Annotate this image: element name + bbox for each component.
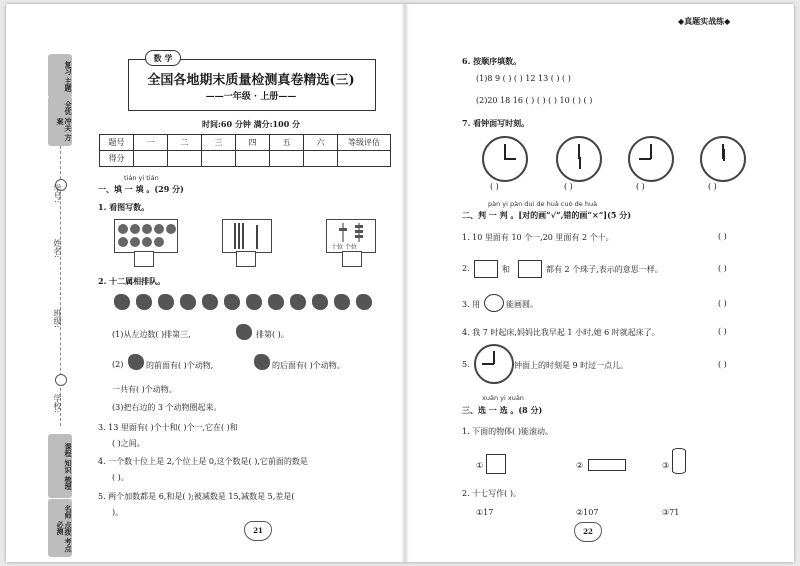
table-cell: 得分 <box>100 151 134 167</box>
question-1: 1. 看图写数。 <box>98 202 150 212</box>
strip-tag: 全优 冲关 方案 <box>48 96 72 146</box>
question-6-1: (1)8 9 ( ) ( ) 12 13 ( ) ( ) <box>476 74 571 83</box>
dragon-icon <box>202 294 218 310</box>
pinyin: pàn yi pàn duì de huà cuò de huà <box>488 200 598 208</box>
clock-icon <box>700 136 746 182</box>
strip-tag: 复习 主题 <box>48 54 72 98</box>
minute-hand <box>579 157 581 169</box>
score-cell[interactable] <box>270 151 304 167</box>
page-number: 22 <box>574 522 602 542</box>
question-2-2-front: 的前面有( )个动物, <box>146 361 214 370</box>
strip-tag: 课程 知识 梳理 <box>48 434 72 498</box>
rabbit-icon <box>180 294 196 310</box>
student-number-label: 学号: <box>53 184 62 203</box>
table-cell: 等级评估 <box>338 135 391 151</box>
pinyin: xuǎn yi xuǎn <box>482 394 524 402</box>
judge-blank[interactable]: ( ) <box>718 360 727 369</box>
rat-icon <box>114 294 130 310</box>
option-label[interactable]: ③ <box>662 461 670 470</box>
clock-icon <box>628 136 674 182</box>
minute-hand <box>482 363 494 365</box>
clock-icon <box>556 136 602 182</box>
question-6-2: (2)20 18 16 ( ) ( ) ( ) 10 ( ) ( ) <box>476 96 593 105</box>
rooster-icon <box>312 294 328 310</box>
score-cell[interactable] <box>338 151 391 167</box>
question-2: 2. 十二属相排队。 <box>98 276 166 286</box>
judge-5: 钟面上的时刻是 9 时过一点儿。 <box>514 361 629 370</box>
section-heading: 一、填 一 填 。(29 分) <box>98 184 184 194</box>
page-title: 全国各地期末质量检测真卷精选(三) <box>147 73 355 88</box>
table-cell: 四 <box>236 135 270 151</box>
minute-hand <box>504 158 516 160</box>
choice-1: 1. 下面的物体( )能滚动。 <box>462 427 553 436</box>
answer-blank[interactable]: ( ) <box>490 182 499 191</box>
name-label: 姓名: <box>53 239 62 258</box>
horse-icon <box>236 324 252 340</box>
grade-label: ——一年级 · 上册—— <box>205 92 297 102</box>
hour-hand <box>650 144 652 159</box>
score-table <box>99 134 391 167</box>
question-3-cont: ( )之间。 <box>112 439 145 448</box>
score-cell[interactable] <box>134 151 168 167</box>
horse-icon <box>246 294 262 310</box>
question-2-2-total: 一共有( )个动物。 <box>112 385 177 394</box>
table-row <box>100 135 391 151</box>
question-2-3: (3)把右边的 3 个动物圈起来。 <box>112 403 222 412</box>
judge-2: 都有 2 个珠子,表示的意思一样。 <box>546 265 663 274</box>
judge-blank[interactable]: ( ) <box>718 264 727 273</box>
judge-4: 4. 我 7 时起床,妈妈比我早起 1 小时,她 6 时就起床了。 <box>462 328 660 337</box>
dog-icon <box>334 294 350 310</box>
section-heading: 二、判 一 判 。[对的画“√”,错的画“×”](5 分) <box>462 210 631 220</box>
question-2-1-rank: 排第( )。 <box>256 330 289 339</box>
corner-label: ◆真题实战练◆ <box>678 16 731 26</box>
judge-2-and: 和 <box>502 265 510 274</box>
question-5-cont: )。 <box>112 508 124 517</box>
abacus-label: 十位 个位 <box>331 244 357 251</box>
option-label[interactable]: ② <box>576 461 584 470</box>
judge-3-lead: 3. 用 <box>462 300 481 309</box>
counting-picture-bundles <box>222 219 272 253</box>
snake-icon <box>224 294 240 310</box>
cylinder-icon <box>672 448 686 474</box>
monkey-icon <box>128 354 144 370</box>
judge-blank[interactable]: ( ) <box>718 232 727 241</box>
judge-blank[interactable]: ( ) <box>718 299 727 308</box>
judge-5-lead: 5. <box>462 360 470 369</box>
table-cell: 二 <box>168 135 202 151</box>
judge-1: 1. 10 里面有 10 个一,20 里面有 2 个十。 <box>462 233 614 242</box>
answer-blank[interactable]: ( ) <box>636 182 645 191</box>
question-2-2-behind: 的后面有( )个动物。 <box>272 361 345 370</box>
pinyin: tián yi tián <box>124 174 159 182</box>
question-2-1: (1)从左边数( )排第三, <box>112 330 191 339</box>
question-5: 5. 两个加数都是 6,和是( );被减数是 15,减数是 5,差是( <box>98 492 295 501</box>
question-4: 4. 一个数十位上是 2,个位上是 0,这个数是( ),它前面的数是 <box>98 457 308 466</box>
question-4-cont: ( )。 <box>112 473 129 482</box>
counting-picture-baskets <box>114 219 178 253</box>
judge-3: 能画圆。 <box>506 300 538 309</box>
coin-icon <box>484 294 504 312</box>
cuboid-icon <box>588 459 626 471</box>
answer-blank[interactable]: ( ) <box>564 182 573 191</box>
hour-hand <box>504 144 506 159</box>
judge-blank[interactable]: ( ) <box>718 327 727 336</box>
strip-tag: 名师 点拨 考点 必测 <box>48 499 72 557</box>
question-3: 3. 13 里面有( )个十和( )个一,它在( )和 <box>98 423 238 432</box>
abacus-icon <box>518 260 542 278</box>
section-heading: 三、选 一 选 。(8 分) <box>462 405 543 415</box>
school-label: 学校: <box>53 394 62 413</box>
abacus-icon <box>474 260 498 278</box>
score-cell[interactable] <box>168 151 202 167</box>
question-6: 6. 按顺序填数。 <box>462 56 522 66</box>
answer-blank[interactable]: ( ) <box>708 182 717 191</box>
pig-icon <box>356 294 372 310</box>
class-label: 班级: <box>53 309 62 328</box>
clock-icon <box>482 136 528 182</box>
page-fold <box>401 4 409 562</box>
binding-hole <box>55 374 67 386</box>
table-cell: 三 <box>202 135 236 151</box>
answer-box[interactable] <box>236 251 256 267</box>
tiger-icon <box>158 294 174 310</box>
bundle-drawing <box>223 220 271 252</box>
judge-2-lead: 2. <box>462 264 470 273</box>
cube-icon <box>486 454 506 474</box>
table-row <box>100 151 391 167</box>
page-number: 21 <box>244 521 272 541</box>
exam-info: 时间:60 分钟 满分:100 分 <box>201 119 301 129</box>
goat-icon <box>268 294 284 310</box>
table-cell: 一 <box>134 135 168 151</box>
question-7: 7. 看钟面写时刻。 <box>462 118 530 128</box>
question-2-2-lead: (2) <box>112 360 124 369</box>
score-cell[interactable] <box>304 151 338 167</box>
option-label[interactable]: ③71 <box>662 508 680 517</box>
pig-icon <box>254 354 270 370</box>
minute-hand <box>639 158 651 160</box>
option-label[interactable]: ①17 <box>476 508 494 517</box>
clock-icon <box>474 344 514 384</box>
minute-hand <box>723 149 725 161</box>
choice-2: 2. 十七写作( )。 <box>462 489 521 498</box>
table-cell: 题号 <box>100 135 134 151</box>
option-label[interactable]: ②107 <box>576 508 599 517</box>
answer-box[interactable] <box>134 251 154 267</box>
book-spread <box>6 4 794 562</box>
table-cell: 五 <box>270 135 304 151</box>
ox-icon <box>136 294 152 310</box>
score-cell[interactable] <box>236 151 270 167</box>
option-label[interactable]: ① <box>476 461 484 470</box>
score-cell[interactable] <box>202 151 236 167</box>
abacus-picture <box>326 219 376 253</box>
basket-drawing <box>115 220 177 252</box>
answer-box[interactable] <box>342 251 362 267</box>
binding-strip <box>46 54 76 554</box>
table-cell: 六 <box>304 135 338 151</box>
monkey-icon <box>290 294 306 310</box>
subject-badge: 数 学 <box>145 50 181 66</box>
